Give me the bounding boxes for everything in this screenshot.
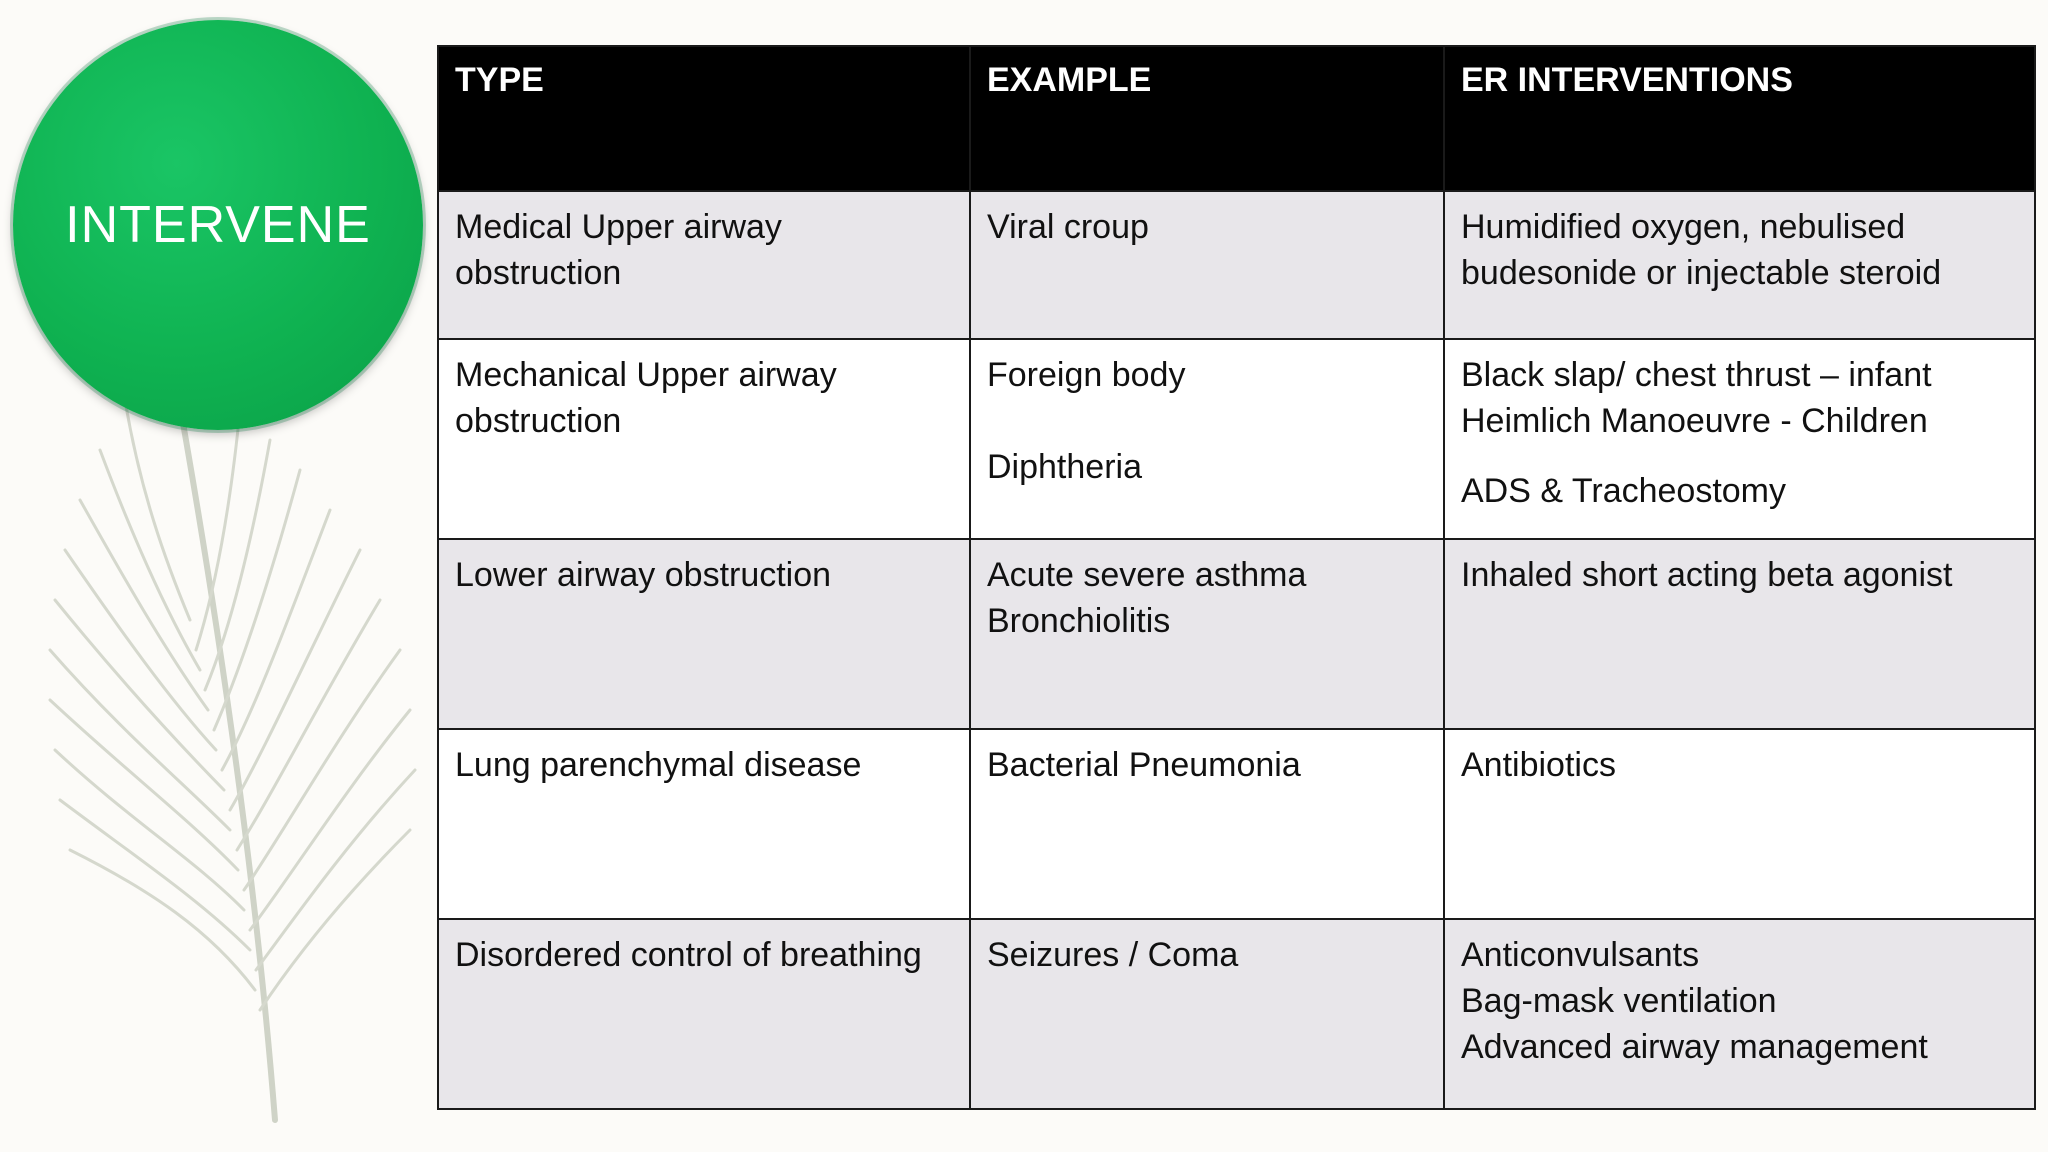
type-cell: Medical Upper airway obstruction bbox=[438, 191, 970, 339]
table-row bbox=[438, 339, 2035, 539]
type-cell: Lower airway obstruction bbox=[438, 539, 970, 729]
example-cell bbox=[970, 729, 1444, 919]
example-cell bbox=[970, 539, 1444, 729]
example-cell bbox=[970, 191, 1444, 339]
intervention-line: ADS & Tracheostomy bbox=[1461, 472, 1787, 510]
example-cell bbox=[970, 339, 1444, 539]
intervention-cell bbox=[1444, 539, 2035, 729]
table-row bbox=[438, 191, 2035, 339]
header-type: TYPE bbox=[438, 46, 970, 191]
intervention-line: Heimlich Manoeuvre - Children bbox=[1461, 402, 1928, 440]
intervention-line: Antibiotics bbox=[1461, 746, 1616, 784]
example-line bbox=[987, 398, 1427, 444]
header-example: EXAMPLE bbox=[970, 46, 1444, 191]
intervention-cell bbox=[1444, 729, 2035, 919]
interventions-table bbox=[437, 45, 2036, 1110]
example-line: Viral croup bbox=[987, 208, 1149, 246]
table-row bbox=[438, 539, 2035, 729]
type-cell: Disordered control of breathing bbox=[438, 919, 970, 1109]
intervention-cell bbox=[1444, 339, 2035, 539]
intervention-cell bbox=[1444, 191, 2035, 339]
header-er-interventions: ER INTERVENTIONS bbox=[1444, 46, 2035, 191]
badge-label: INTERVENE bbox=[65, 196, 371, 254]
example-cell bbox=[970, 919, 1444, 1109]
intervention-cell bbox=[1444, 919, 2035, 1109]
feather-decoration bbox=[30, 330, 470, 1130]
type-cell: Mechanical Upper airway obstruction bbox=[438, 339, 970, 539]
example-line: Bronchiolitis bbox=[987, 602, 1171, 640]
intervention-line: Humidified oxygen, nebulised budesonide or injectable steroid bbox=[1461, 208, 1942, 292]
table-row bbox=[438, 729, 2035, 919]
intervention-line: Anticonvulsants bbox=[1461, 936, 1700, 974]
example-line: Diphtheria bbox=[987, 448, 1142, 486]
type-cell: Lung parenchymal disease bbox=[438, 729, 970, 919]
example-line: Foreign body bbox=[987, 356, 1186, 394]
intervene-badge bbox=[13, 20, 423, 430]
intervention-line: Advanced airway management bbox=[1461, 1028, 1928, 1066]
intervention-line bbox=[1461, 444, 2018, 468]
intervention-line: Black slap/ chest thrust – infant bbox=[1461, 356, 1932, 394]
table-header-row bbox=[438, 46, 2035, 191]
example-line: Bacterial Pneumonia bbox=[987, 746, 1301, 784]
intervention-line: Inhaled short acting beta agonist bbox=[1461, 556, 1953, 594]
intervention-line: Bag-mask ventilation bbox=[1461, 982, 1777, 1020]
example-line: Seizures / Coma bbox=[987, 936, 1239, 974]
table-row bbox=[438, 919, 2035, 1109]
example-line: Acute severe asthma bbox=[987, 556, 1307, 594]
